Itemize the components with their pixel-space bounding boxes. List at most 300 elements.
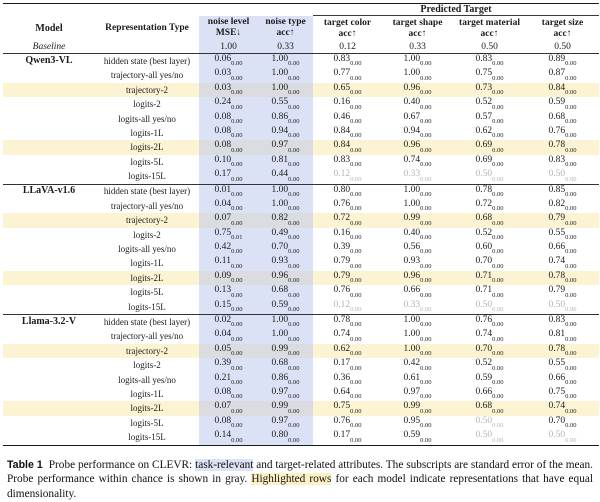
metric-value: 0.86 — [271, 111, 289, 122]
metric-cell — [258, 199, 313, 213]
metric-stderr: 0.00 — [565, 89, 577, 97]
metric-value: 0.99 — [271, 401, 289, 412]
model-name — [3, 358, 95, 372]
metric-cell — [313, 97, 382, 111]
metric-value: 0.49 — [271, 227, 289, 238]
metric-value: 0.08 — [214, 111, 232, 122]
metric-cell — [382, 83, 453, 97]
metric-value: 0.17 — [214, 169, 232, 180]
table-row — [3, 68, 599, 82]
metric-stderr: 0.00 — [288, 60, 300, 68]
metric-cell — [313, 242, 382, 256]
metric-cell — [199, 199, 258, 213]
metric-cell — [453, 169, 526, 184]
table-row — [3, 344, 599, 358]
column-header-line2: acc↑ — [553, 28, 572, 39]
metric-value: 0.59 — [475, 372, 493, 383]
metric-cell — [258, 358, 313, 372]
model-name — [3, 329, 95, 343]
metric-value: 0.84 — [333, 125, 351, 136]
metric-cell — [526, 315, 599, 330]
metric-cell — [453, 387, 526, 401]
metric-value: 1.00 — [403, 343, 421, 354]
metric-cell — [313, 199, 382, 213]
metric-value: 0.75 — [214, 227, 232, 238]
metric-stderr: 0.00 — [231, 291, 243, 299]
model-name — [3, 285, 95, 299]
metric-cell — [199, 213, 258, 227]
metric-cell — [453, 271, 526, 285]
representation-cell: trajectory-2 — [95, 344, 199, 358]
representation-cell: logits-2L — [95, 271, 199, 285]
metric-value: 0.82 — [548, 198, 566, 209]
model-name — [3, 401, 95, 415]
metric-value: 1.00 — [271, 198, 289, 209]
metric-cell — [199, 271, 258, 285]
table-row — [3, 315, 599, 330]
predicted-target-header: Predicted Target — [313, 4, 599, 16]
representation-cell: hidden state (best layer) — [95, 315, 199, 330]
metric-stderr: 0.00 — [231, 103, 243, 111]
metric-cell — [453, 329, 526, 343]
metric-stderr: 0.00 — [492, 321, 504, 329]
metric-stderr: 0.00 — [565, 132, 577, 140]
column-header-model: Model — [35, 22, 63, 34]
metric-cell — [453, 256, 526, 270]
metric-value: 0.66 — [475, 386, 493, 397]
metric-stderr: 0.00 — [288, 219, 300, 227]
metric-value: 0.76 — [475, 315, 493, 326]
metric-cell — [526, 271, 599, 285]
metric-value: 0.50 — [548, 169, 566, 180]
metric-cell — [382, 285, 453, 299]
table-row — [3, 256, 599, 270]
metric-cell — [382, 169, 453, 184]
metric-stderr: 0.00 — [288, 378, 300, 386]
metric-value: 0.78 — [475, 184, 493, 195]
table-row — [3, 199, 599, 213]
metric-stderr: 0.00 — [565, 161, 577, 169]
metric-stderr: 0.00 — [420, 60, 432, 68]
metric-value: 0.56 — [403, 242, 421, 253]
metric-value: 0.52 — [475, 358, 493, 369]
metric-stderr: 0.00 — [231, 350, 243, 358]
metric-cell — [199, 416, 258, 430]
metric-stderr: 0.00 — [420, 321, 432, 329]
metric-stderr: 0.00 — [565, 422, 577, 430]
metric-stderr: 0.00 — [350, 219, 362, 227]
metric-stderr: 0.00 — [565, 436, 577, 444]
metric-value: 0.09 — [214, 270, 232, 281]
metric-cell — [382, 315, 453, 330]
metric-value: 0.55 — [271, 97, 289, 108]
metric-stderr: 0.00 — [350, 321, 362, 329]
metric-value: 0.73 — [475, 82, 493, 93]
metric-cell — [258, 329, 313, 343]
metric-cell — [313, 387, 382, 401]
representation-cell: logits-2 — [133, 229, 161, 240]
metric-value: 0.08 — [214, 125, 232, 136]
metric-cell — [453, 300, 526, 315]
metric-value: 0.66 — [548, 242, 566, 253]
metric-cell — [382, 300, 453, 315]
metric-value: 0.61 — [403, 372, 421, 383]
metric-cell — [258, 97, 313, 111]
metric-cell — [526, 199, 599, 213]
table-row — [3, 140, 599, 154]
metric-stderr: 0.00 — [565, 335, 577, 343]
metric-value: 0.80 — [271, 430, 289, 441]
metric-stderr: 0.00 — [231, 436, 243, 444]
metric-cell — [313, 126, 382, 140]
metric-cell — [258, 213, 313, 227]
metric-value: 0.83 — [548, 154, 566, 165]
metric-cell — [382, 430, 453, 445]
metric-cell — [382, 97, 453, 111]
metric-cell — [526, 387, 599, 401]
metric-value: 0.17 — [333, 358, 351, 369]
metric-stderr: 0.00 — [420, 277, 432, 285]
metric-cell — [526, 416, 599, 430]
metric-cell — [453, 358, 526, 372]
metric-cell — [258, 315, 313, 330]
column-header-line1: target material — [459, 17, 520, 28]
metric-cell — [199, 126, 258, 140]
metric-value: 0.74 — [548, 401, 566, 412]
metric-cell — [526, 169, 599, 184]
metric-stderr: 0.00 — [420, 306, 432, 314]
metric-stderr: 0.00 — [492, 422, 504, 430]
baseline-row — [3, 41, 599, 54]
model-name — [3, 373, 95, 387]
metric-stderr: 0.00 — [565, 350, 577, 358]
metric-stderr: 0.00 — [420, 175, 432, 183]
metric-value: 0.96 — [271, 270, 289, 281]
metric-value: 0.76 — [333, 285, 351, 296]
metric-cell — [453, 213, 526, 227]
metric-value: 0.64 — [333, 386, 351, 397]
metric-value: 0.74 — [475, 329, 493, 340]
metric-cell — [526, 83, 599, 97]
metric-stderr: 0.00 — [565, 364, 577, 372]
metric-cell — [258, 430, 313, 445]
metric-cell — [453, 126, 526, 140]
column-header-metric-2 — [313, 16, 382, 42]
representation-cell: logits-5L — [130, 417, 164, 428]
metric-stderr: 0.00 — [288, 89, 300, 97]
metric-value: 0.50 — [548, 299, 566, 310]
metric-stderr: 0.00 — [565, 103, 577, 111]
metric-cell — [453, 315, 526, 330]
metric-value: 0.14 — [214, 430, 232, 441]
metric-stderr: 0.00 — [420, 205, 432, 213]
metric-stderr: 0.00 — [565, 219, 577, 227]
metric-cell — [199, 68, 258, 82]
representation-cell: trajectory-2 — [95, 213, 199, 227]
metric-stderr: 0.00 — [288, 335, 300, 343]
metric-value: 0.68 — [548, 111, 566, 122]
metric-cell — [382, 401, 453, 415]
metric-cell — [258, 256, 313, 270]
group-header-spacer — [3, 4, 313, 16]
metric-value: 0.72 — [333, 213, 351, 224]
metric-cell — [382, 199, 453, 213]
metric-stderr: 0.00 — [565, 291, 577, 299]
metric-value: 0.95 — [403, 415, 421, 426]
metric-value: 0.02 — [214, 315, 232, 326]
metric-value: 0.33 — [403, 169, 421, 180]
metric-stderr: 0.00 — [420, 248, 432, 256]
metric-stderr: 0.00 — [565, 277, 577, 285]
metric-value: 0.08 — [214, 386, 232, 397]
metric-value: 0.07 — [214, 213, 232, 224]
metric-cell — [313, 416, 382, 430]
metric-cell — [313, 285, 382, 299]
metric-stderr: 0.00 — [288, 161, 300, 169]
metric-stderr: 0.00 — [565, 117, 577, 125]
metric-value: 0.71 — [475, 270, 493, 281]
metric-value: 0.81 — [548, 329, 566, 340]
metric-stderr: 0.00 — [350, 378, 362, 386]
metric-stderr: 0.00 — [420, 74, 432, 82]
metric-stderr: 0.00 — [492, 117, 504, 125]
metric-cell — [258, 184, 313, 199]
metric-value: 0.68 — [475, 213, 493, 224]
table-row — [3, 300, 599, 315]
metric-stderr: 0.00 — [492, 350, 504, 358]
metric-stderr: 0.00 — [420, 436, 432, 444]
column-header-line1: target color — [323, 17, 372, 28]
metric-cell — [199, 358, 258, 372]
table-row — [3, 155, 599, 169]
metric-cell — [199, 285, 258, 299]
model-name — [3, 387, 95, 401]
metric-stderr: 0.00 — [420, 132, 432, 140]
table-row — [3, 112, 599, 126]
metric-value: 0.08 — [214, 415, 232, 426]
metric-cell — [453, 416, 526, 430]
representation-cell: hidden state (best layer) — [95, 184, 199, 199]
metric-value: 0.79 — [548, 285, 566, 296]
baseline-value: 0.33 — [258, 41, 313, 54]
representation-cell: logits-all yes/no — [118, 374, 176, 385]
metric-cell — [313, 315, 382, 330]
metric-value: 0.81 — [271, 154, 289, 165]
metric-cell — [199, 228, 258, 242]
metric-stderr: 0.00 — [420, 190, 432, 198]
metric-value: 0.17 — [333, 430, 351, 441]
metric-stderr: 0.00 — [420, 103, 432, 111]
column-header-line1: target shape — [392, 17, 443, 28]
baseline-spacer — [95, 41, 199, 54]
metric-cell — [199, 329, 258, 343]
table-row — [3, 169, 599, 184]
metric-value: 0.74 — [333, 329, 351, 340]
metric-cell — [453, 344, 526, 358]
model-name — [3, 344, 95, 358]
metric-value: 0.96 — [403, 140, 421, 151]
metric-stderr: 0.00 — [492, 60, 504, 68]
metric-cell — [382, 213, 453, 227]
metric-cell — [258, 155, 313, 169]
paper-page — [0, 3, 600, 501]
metric-value: 0.08 — [214, 140, 232, 151]
metric-stderr: 0.00 — [565, 393, 577, 401]
metric-cell — [382, 126, 453, 140]
metric-stderr: 0.00 — [420, 422, 432, 430]
representation-cell: logits-1L — [130, 388, 164, 399]
metric-stderr: 0.00 — [492, 74, 504, 82]
metric-stderr: 0.00 — [231, 146, 243, 154]
metric-stderr: 0.01 — [231, 234, 243, 242]
metric-cell — [526, 213, 599, 227]
metric-stderr: 0.00 — [231, 364, 243, 372]
metric-cell — [526, 300, 599, 315]
metric-value: 0.72 — [475, 198, 493, 209]
metric-cell — [199, 184, 258, 199]
metric-cell — [313, 401, 382, 415]
metric-value: 1.00 — [271, 315, 289, 326]
metric-stderr: 0.00 — [231, 132, 243, 140]
model-name — [3, 169, 95, 184]
metric-stderr: 0.00 — [565, 321, 577, 329]
metric-cell — [199, 373, 258, 387]
metric-value: 0.76 — [333, 198, 351, 209]
metric-value: 0.50 — [548, 430, 566, 441]
metric-stderr: 0.00 — [492, 103, 504, 111]
table-row — [3, 430, 599, 445]
metric-cell — [313, 54, 382, 69]
model-name: Llama-3.2-V — [3, 315, 95, 330]
metric-value: 0.71 — [475, 285, 493, 296]
metric-stderr: 0.00 — [350, 335, 362, 343]
metric-value: 0.06 — [214, 54, 232, 64]
metric-value: 0.84 — [548, 82, 566, 93]
metric-stderr: 0.00 — [350, 248, 362, 256]
metric-cell — [199, 83, 258, 97]
metric-cell — [313, 256, 382, 270]
metric-stderr: 0.00 — [231, 335, 243, 343]
metric-stderr: 0.00 — [492, 277, 504, 285]
metric-value: 0.97 — [403, 386, 421, 397]
metric-value: 0.05 — [214, 343, 232, 354]
metric-value: 0.16 — [333, 97, 351, 108]
metric-value: 0.62 — [475, 125, 493, 136]
metric-value: 0.75 — [548, 386, 566, 397]
metric-cell — [526, 97, 599, 111]
metric-cell — [258, 140, 313, 154]
metric-stderr: 0.00 — [231, 407, 243, 415]
metric-stderr: 0.00 — [288, 132, 300, 140]
representation-cell: logits-2L — [95, 401, 199, 415]
metric-cell — [526, 126, 599, 140]
metric-cell — [199, 54, 258, 69]
metric-stderr: 0.00 — [565, 306, 577, 314]
metric-value: 1.00 — [271, 184, 289, 195]
metric-value: 0.94 — [403, 125, 421, 136]
metric-stderr: 0.00 — [288, 321, 300, 329]
metric-value: 0.68 — [271, 358, 289, 369]
metric-cell — [382, 256, 453, 270]
metric-stderr: 0.00 — [420, 393, 432, 401]
metric-stderr: 0.00 — [492, 291, 504, 299]
metric-stderr: 0.00 — [420, 117, 432, 125]
metric-stderr: 0.00 — [288, 277, 300, 285]
metric-value: 0.75 — [475, 68, 493, 79]
metric-value: 0.50 — [475, 299, 493, 310]
representation-cell: logits-15L — [128, 432, 166, 443]
metric-cell — [526, 155, 599, 169]
metric-stderr: 0.00 — [492, 175, 504, 183]
metric-cell — [382, 155, 453, 169]
metric-stderr: 0.00 — [288, 175, 300, 183]
metric-value: 0.44 — [271, 169, 289, 180]
metric-cell — [313, 83, 382, 97]
metric-cell — [453, 83, 526, 97]
metric-value: 0.76 — [548, 125, 566, 136]
metric-value: 0.85 — [548, 184, 566, 195]
metric-cell — [199, 387, 258, 401]
metric-cell — [382, 344, 453, 358]
metric-stderr: 0.00 — [231, 248, 243, 256]
metric-cell — [199, 155, 258, 169]
metric-cell — [258, 344, 313, 358]
metric-value: 0.93 — [403, 256, 421, 267]
representation-cell: logits-5L — [130, 287, 164, 298]
metric-stderr: 0.00 — [288, 364, 300, 372]
metric-cell — [313, 68, 382, 82]
metric-stderr: 0.00 — [565, 146, 577, 154]
metric-cell — [453, 242, 526, 256]
metric-stderr: 0.00 — [288, 103, 300, 111]
column-header-line1: noise level — [207, 17, 250, 28]
metric-cell — [258, 285, 313, 299]
metric-stderr: 0.00 — [231, 321, 243, 329]
metric-value: 0.66 — [548, 372, 566, 383]
column-header-line2: MSE↓ — [215, 28, 242, 39]
metric-cell — [382, 112, 453, 126]
metric-cell — [526, 358, 599, 372]
metric-cell — [258, 271, 313, 285]
metric-stderr: 0.00 — [350, 117, 362, 125]
caption-highlight-task-relevant: task-relevant — [195, 458, 254, 471]
model-name — [3, 155, 95, 169]
metric-stderr: 0.00 — [420, 89, 432, 97]
metric-cell — [258, 54, 313, 69]
metric-value: 0.77 — [333, 68, 351, 79]
metric-value: 1.00 — [271, 329, 289, 340]
metric-value: 0.96 — [403, 270, 421, 281]
metric-stderr: 0.00 — [492, 146, 504, 154]
representation-cell: trajectory-all yes/no — [110, 331, 184, 342]
metric-stderr: 0.00 — [288, 422, 300, 430]
metric-stderr: 0.00 — [565, 234, 577, 242]
metric-cell — [526, 256, 599, 270]
metric-value: 0.55 — [548, 227, 566, 238]
model-name — [3, 430, 95, 445]
metric-cell — [199, 169, 258, 184]
metric-stderr: 0.00 — [420, 219, 432, 227]
column-header-representation: Representation Type — [105, 22, 189, 33]
metric-cell — [453, 54, 526, 69]
model-name — [3, 242, 95, 256]
metric-value: 0.74 — [403, 154, 421, 165]
metric-cell — [199, 315, 258, 330]
metric-stderr: 0.00 — [565, 205, 577, 213]
caption-highlight-rows: Highlighted rows — [251, 473, 332, 486]
metric-stderr: 0.00 — [350, 60, 362, 68]
metric-value: 0.33 — [403, 299, 421, 310]
